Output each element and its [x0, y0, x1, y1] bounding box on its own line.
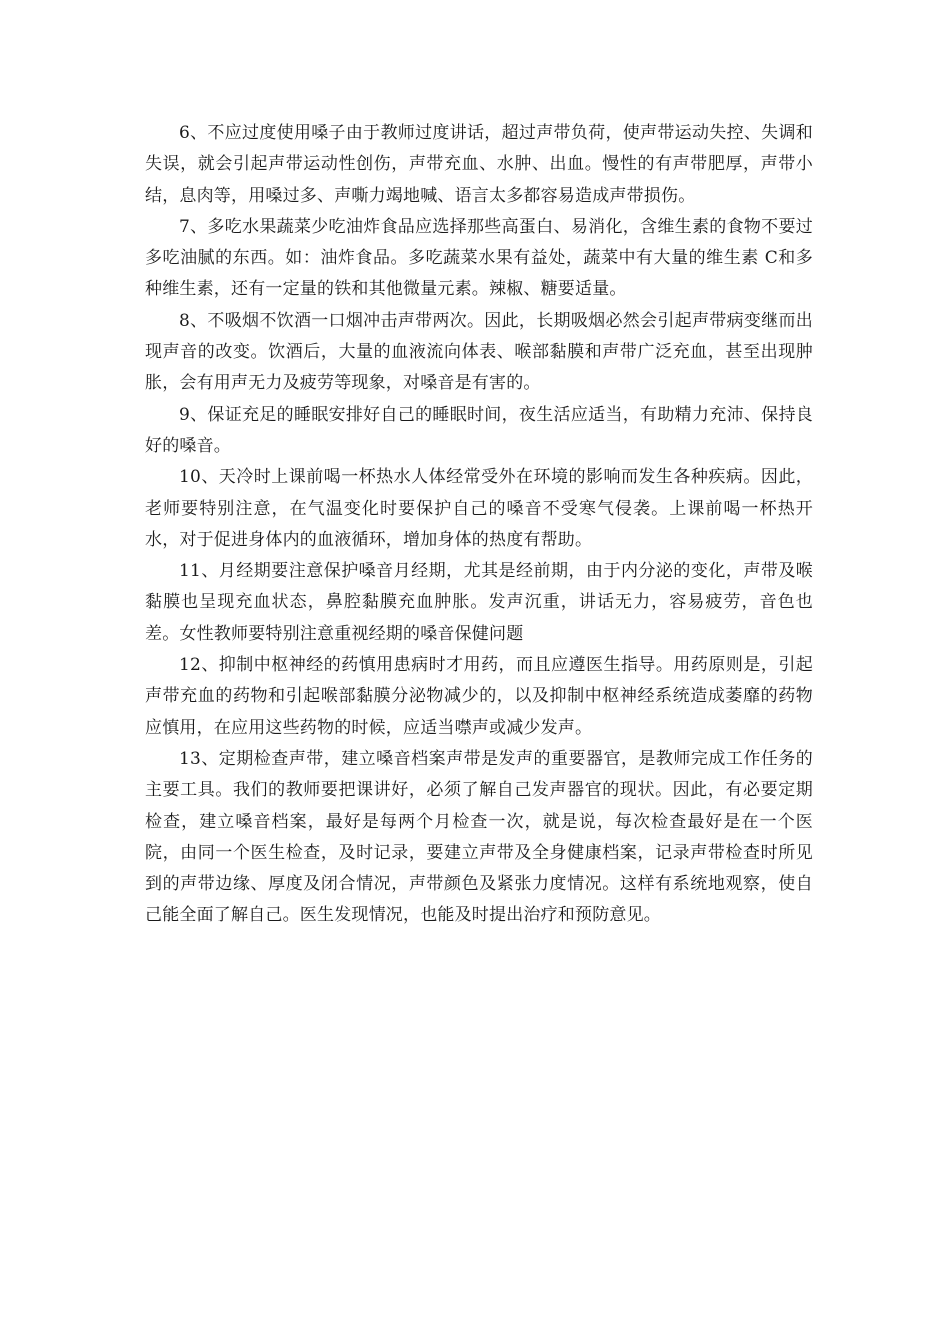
paragraph-item-7: 7、多吃水果蔬菜少吃油炸食品应选择那些高蛋白、易消化，含维生素的食物不要过多吃油腻的东西。如：油炸食品。多吃蔬菜水果有益处，蔬菜中有大量的维生素 C和多种维生素，还有一定量的铁和其他微量元素。辣椒、糖要适量。: [145, 216, 813, 300]
paragraph-item-6: 6、不应过度使用嗓子由于教师过度讲话，超过声带负荷，使声带运动失控、失调和失误，就会引起声带运动性创伤，声带充血、水肿、出血。慢性的有声带肥厚，声带小结，息肉等，用嗓过多、声嘶力竭地喊、语言太多都容易造成声带损伤。: [145, 123, 813, 206]
paragraph-item-12: 12、抑制中枢神经的药慎用患病时才用药，而且应遵医生指导。用药原则是，引起声带充血的药物和引起喉部黏膜分泌物减少的，以及抑制中枢神经系统造成萎靡的药物应慎用，在应用这些药物的时候，应适当噤声或减少发声。: [145, 655, 813, 738]
paragraph-item-9: 9、保证充足的睡眠安排好自己的睡眠时间，夜生活应适当，有助精力充沛、保持良好的嗓音。: [145, 404, 813, 456]
document-body: [145, 118, 813, 932]
paragraph-item-10: 10、天冷时上课前喝一杯热水人体经常受外在环境的影响而发生各种疾病。因此，老师要特别注意，在气温变化时要保护自己的嗓音不受寒气侵袭。上课前喝一杯热开水，对于促进身体内的血液循环，增加身体的热度有帮助。: [145, 467, 813, 550]
paragraph-item-11: 11、月经期要注意保护嗓音月经期，尤其是经前期，由于内分泌的变化，声带及喉黏膜也呈现充血状态，鼻腔黏膜充血肿胀。发声沉重，讲话无力，容易疲劳，音色也差。女性教师要特别注意重视经期的嗓音保健问题: [145, 561, 813, 644]
paragraph-item-13: 13、定期检查声带，建立嗓音档案声带是发声的重要器官，是教师完成工作任务的主要工具。我们的教师要把课讲好，必须了解自己发声器官的现状。因此，有必要定期检查，建立嗓音档案，最好是每两个月检查一次，就是说，每次检查最好是在一个医院，由同一个医生检查，及时记录，要建立声带及全身健康档案，记录声带检查时所见到的声带边缘、厚度及闭合情况，声带颜色及紧张力度情况。这样有系统地观察，使自己能全面了解自己。医生发现情况，也能及时提出治疗和预防意见。: [145, 748, 813, 926]
paragraph-item-8: 8、不吸烟不饮酒一口烟冲击声带两次。因此，长期吸烟必然会引起声带病变继而出现声音的改变。饮酒后，大量的血液流向体表、喉部黏膜和声带广泛充血，甚至出现肿胀，会有用声无力及疲劳等现象，对嗓音是有害的。: [145, 310, 813, 394]
